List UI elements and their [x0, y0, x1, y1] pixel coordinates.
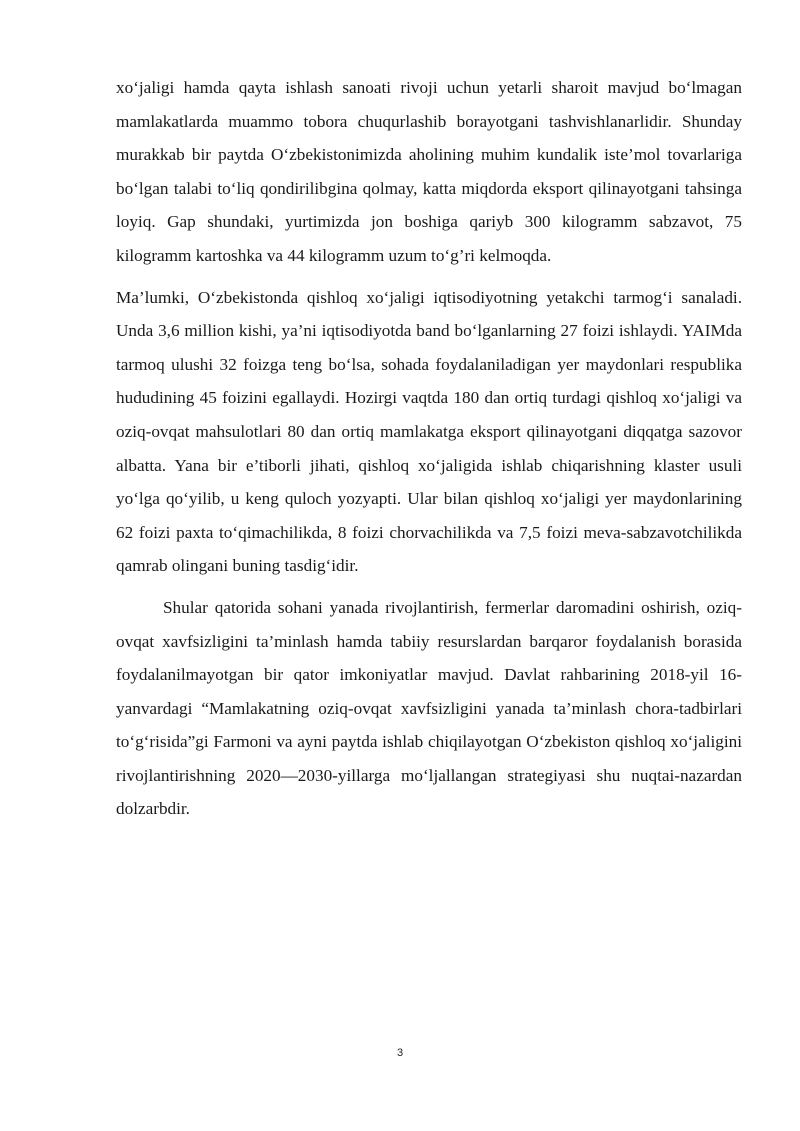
paragraph-1: xo‘jaligi hamda qayta ishlash sanoati rivoji uchun yetarli sharoit mavjud bo‘lmagan mamlakatlarda muammo tobora chuqurlashib borayotgani tashvishlanarlidir. Shunday murakkab bir paytda O‘zbekistonimizda aholining muhim kundalik iste’mol tovarlariga bo‘lgan talabi to‘liq qondirilibgina qolmay, katta miqdorda eksport qilinayotgani tahsinga loyiq. Gap shundaki, yurtimizda jon boshiga qariyb 300 kilogramm sabzavot, 75 kilogramm kartoshka va 44 kilogramm uzum to‘g’ri kelmoqda. [116, 78, 742, 265]
document-body [116, 71, 742, 826]
paragraph-3: Shular qatorida sohani yanada rivojlantirish, fermerlar daromadini oshirish, oziq-ovqat xavfsizligini ta’minlash hamda tabiiy resurslardan barqaror foydalanish borasida foydalanilmayotgan bir qator imkoniyatlar mavjud. Davlat rahbarining 2018-yil 16-yanvardagi “Mamlakatning oziq-ovqat xavfsizligini yanada ta’minlash chora-tadbirlari to‘g‘risida”gi Farmoni va ayni paytda ishlab chiqilayotgan O‘zbekiston qishloq xo‘jaligini rivojlantirishning 2020—2030-yillarga mo‘ljallangan strategiyasi shu nuqtai-nazardan dolzarbdir. [116, 597, 742, 819]
paragraph-2: Ma’lumki, O‘zbekistonda qishloq xo‘jaligi iqtisodiyotning yetakchi tarmog‘i sanaladi. Unda 3,6 million kishi, ya’ni iqtisodiyotda band bo‘lganlarning 27 foizi ishlaydi. YAIMda tarmoq ulushi 32 foizga teng bo‘lsa, sohada foydalaniladigan yer maydonlari respublika hududining 45 foizini egallaydi. Hozirgi vaqtda 180 dan ortiq turdagi qishloq xo‘jaligi va oziq-ovqat mahsulotlari 80 dan ortiq mamlakatga eksport qilinayotgani diqqatga sazovor albatta. Yana bir e’tiborli jihati, qishloq xo‘jaligida ishlab chiqarishning klaster usuli yo‘lga qo‘yilib, u keng quloch yozyapti. Ular bilan qishloq xo‘jaligi yer maydonlarining 62 foizi paxta to‘qimachilikda, 8 foizi chorvachilikda va 7,5 foizi meva-sabzavotchilikda qamrab olingani buning tasdig‘idir. [116, 287, 742, 576]
page-number: 3 [396, 1047, 404, 1059]
